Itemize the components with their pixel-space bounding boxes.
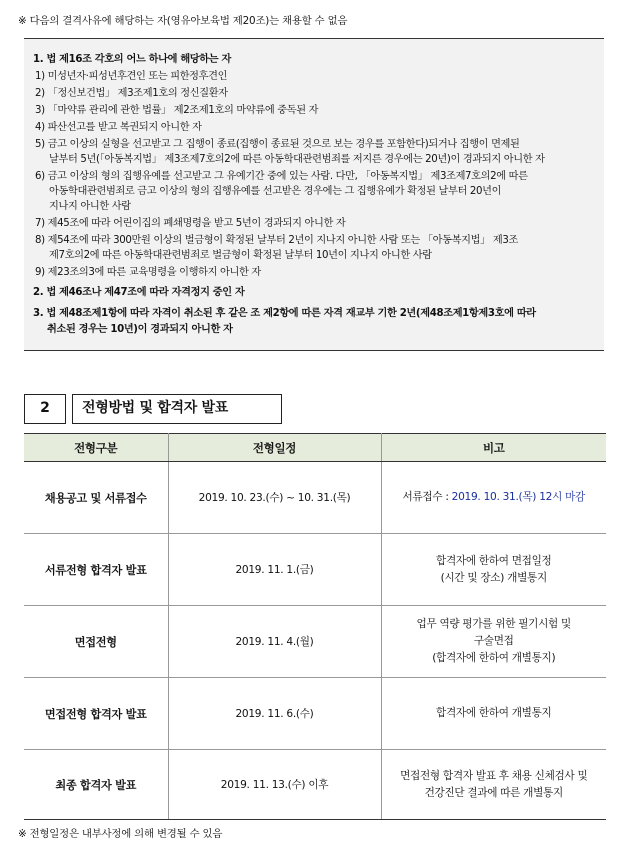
date-cell: 2019. 11. 4.(월) (168, 606, 381, 678)
item1-line-1: 1) 미성년자·피성년후견인 또는 피한정후견인 (35, 71, 228, 82)
item3-line-2: 취소된 경우는 10년)이 경과되지 아니한 자 (47, 324, 233, 335)
note-cell (381, 606, 606, 678)
note-line: 합격자에 한하여 개별통지 (436, 707, 552, 719)
date-cell: 2019. 11. 6.(수) (168, 678, 381, 750)
date-cell: 2019. 11. 13.(수) 이후 (168, 750, 381, 820)
note-cell (381, 462, 606, 534)
note-cell (381, 534, 606, 606)
item1-line-6b: 아동학대관련범죄로 금고 이상의 형의 집행유예를 선고받은 경우에는 그 집행유예가 확정된 날부터 20년이 (49, 186, 502, 197)
disqualification-box (24, 38, 604, 351)
note-line: (합격자에 한하여 개별통지) (432, 652, 556, 664)
note-line: 건강진단 결과에 따른 개별통지 (424, 786, 563, 799)
note-line: 구술면접 (473, 635, 514, 647)
item1-line-8: 8) 제54조에 따라 300만원 이상의 벌금형이 확정된 날부터 2년이 지나지 아니한 사람 또는 「아동복지법」 제3조 (35, 235, 518, 246)
stage-cell: 면접전형 합격자 발표 (24, 678, 168, 750)
item1-line-6c: 지나지 아니한 사람 (49, 201, 131, 212)
section-number: 2 (24, 394, 66, 424)
date-cell: 2019. 10. 23.(수) ~ 10. 31.(목) (168, 462, 381, 534)
header-note: 비고 (381, 434, 606, 462)
table-header-row (24, 434, 606, 462)
stage-cell: 면접전형 (24, 606, 168, 678)
note-line: 합격자에 한하여 면접일정 (436, 554, 552, 567)
item1-line-2: 2) 「정신보건법」 제3조제1호의 정신질환자 (35, 88, 228, 99)
note-line: 면접전형 합격자 발표 후 채용 신체검사 및 (400, 769, 588, 782)
schedule-table (24, 433, 606, 820)
note-cell (381, 750, 606, 820)
section-title: 전형방법 및 합격자 발표 (72, 394, 282, 424)
table-row (24, 678, 606, 750)
item1-line-8b: 제7호의2에 따른 아동학대관련범죄로 벌금형이 확정된 날부터 10년이 지나지 아니한 사람 (49, 250, 432, 261)
item1-line-4: 4) 파산선고를 받고 복권되지 아니한 자 (35, 122, 202, 133)
item1-line-6: 6) 금고 이상의 형의 집행유예를 선고받고 그 유예기간 중에 있는 사람. 다만, 「아동복지법」 제3조제7호의2에 따른 (35, 171, 528, 182)
note-deadline: 2019. 10. 31.(목) 12시 마감 (451, 491, 585, 503)
note-cell (381, 678, 606, 750)
table-row (24, 462, 606, 534)
item1-line-5: 5) 금고 이상의 실형을 선고받고 그 집행이 종료(집행이 종료된 것으로 보는 경우를 포함한다)되거나 집행이 면제된 (35, 139, 520, 150)
header-stage: 전형구분 (24, 434, 168, 462)
item1-line-3: 3) 「마약류 관리에 관한 법률」 제2조제1호의 마약류에 중독된 자 (35, 105, 319, 116)
stage-cell: 채용공고 및 서류접수 (24, 462, 168, 534)
note-prefix: 서류접수 : (402, 491, 452, 503)
item3-line-1: 3. 법 제48조제1항에 따라 자격이 취소된 후 같은 조 제2항에 따른 자격 재교부 기한 2년(제48조제1항제3호에 따라 (33, 308, 536, 319)
item1-line-5b: 날부터 5년(「아동복지법」 제3조제7호의2에 따른 아동학대관련범죄를 저지른 경우에는 20년)이 경과되지 아니한 자 (49, 154, 545, 165)
note-line: (시간 및 장소) 개별통지 (440, 571, 547, 584)
notice-top: ※ 다음의 결격사유에 해당하는 자(영유아보육법 제20조)는 채용할 수 없음 (18, 15, 348, 27)
item1-title: 1. 법 제16조 각호의 어느 하나에 해당하는 자 (33, 54, 231, 65)
table-row (24, 534, 606, 606)
note-line: 업무 역량 평가를 위한 필기시험 및 (416, 618, 571, 630)
stage-cell: 서류전형 합격자 발표 (24, 534, 168, 606)
date-cell: 2019. 11. 1.(금) (168, 534, 381, 606)
table-row (24, 606, 606, 678)
item1-line-7: 7) 제45조에 따라 어린이집의 폐쇄명령을 받고 5년이 경과되지 아니한 자 (35, 218, 346, 229)
table-row (24, 750, 606, 820)
header-date: 전형일정 (168, 434, 381, 462)
item1-line-9: 9) 제23조의3에 따른 교육명령을 이행하지 아니한 자 (35, 267, 261, 278)
notice-bottom: ※ 전형일정은 내부사정에 의해 변경될 수 있음 (18, 828, 223, 840)
item2: 2. 법 제46조나 제47조에 따라 자격정지 중인 자 (33, 287, 245, 298)
stage-cell: 최종 합격자 발표 (24, 750, 168, 820)
